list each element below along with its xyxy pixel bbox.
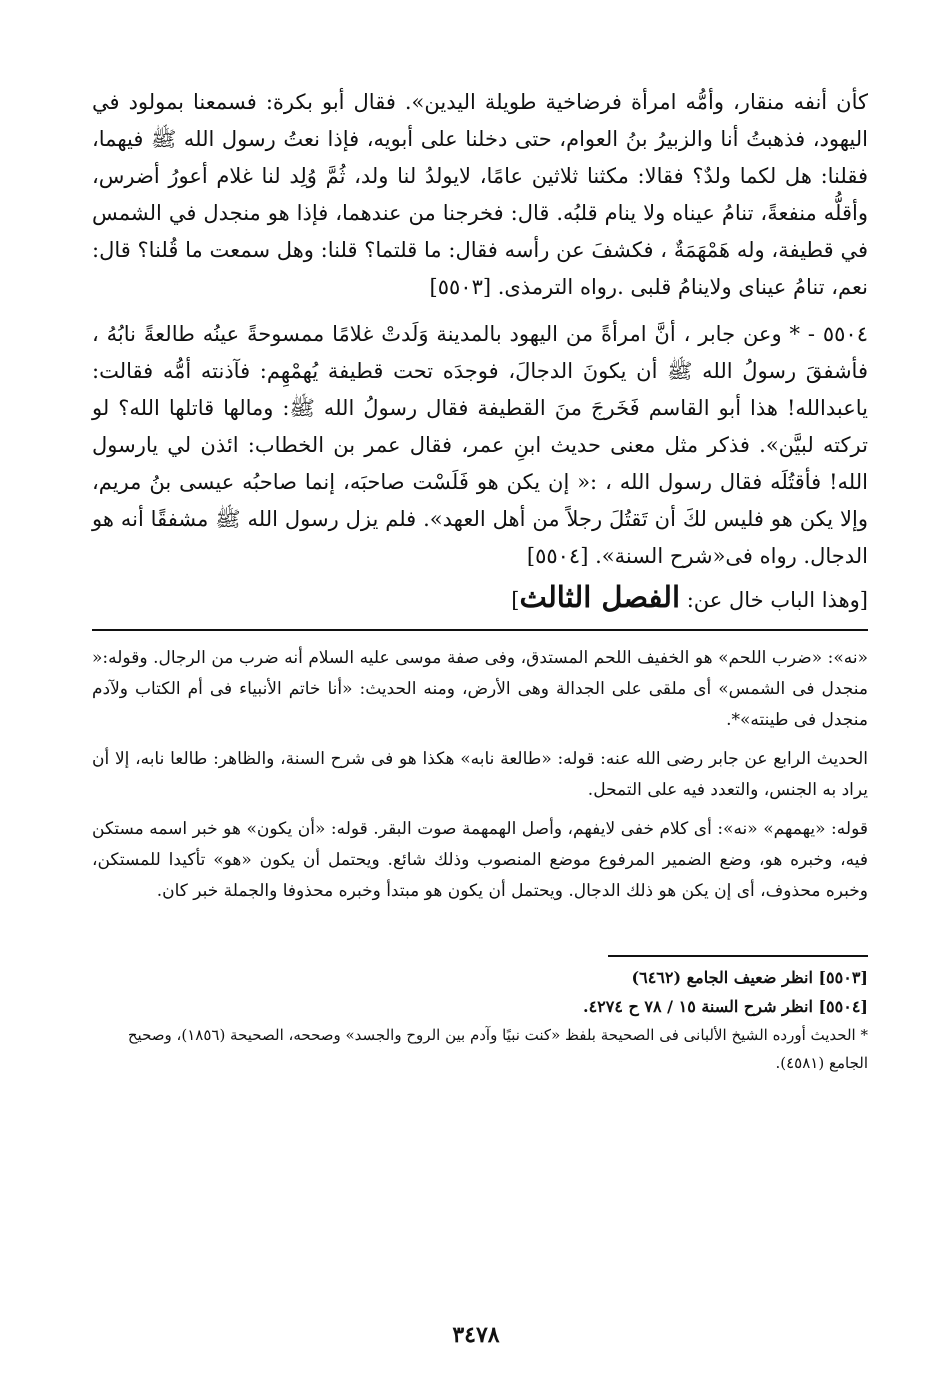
footnote-star: * الحديث أورده الشيخ الألبانى فى الصحيحة بلفظ «كنت نبيًا وآدم بين الروح والجسد» وصححه، الصحيحة (١٨٥٦)، وصحيح الجامع (٤٥٨١). — [127, 1026, 868, 1072]
footnotes — [92, 955, 868, 1077]
section-prefix: [وهذا الباب خال عن: — [686, 588, 868, 612]
commentary-notes — [92, 643, 868, 907]
page-body — [92, 84, 868, 1077]
hadith-5503-paragraph: كأن أنفه منقار، وأمُّه امرأة فرضاخية طويلة اليدين». فقال أبو بكرة: فسمعنا بمولود في اليهود، فذهبتُ أنا والزبيرُ بنُ العوام، حتى دخلنا على أبويه، فإذا نعتُ رسول الله ﷺ فيهما، فقلنا: هل لكما ولدٌ؟ فقالا: مكثنا ثلاثين عامًا، لايولدُ لنا ولد، ثُمَّ وُلِد لنا غلام أعورُ أضرس، وأقلُّه منفعةً، تنامُ عيناه ولا ينام قلبُه. قال: فخرجنا من عندهما، فإذا هو منجدل في الشمس في قطيفة، وله هَمْهَمَةٌ ، فكشفَ عن رأسه فقال: ما قلتما؟ قلنا: وهل سمعت ما قُلنا؟ قال: نعم، تنامُ عيناى ولاينامُ قلبى .رواه الترمذى. [٥٥٠٣] — [92, 90, 868, 299]
footnotes-divider — [608, 955, 868, 957]
note-paragraph: «نه»: «ضرب اللحم» هو الخفيف اللحم المستدق، وفى صفة موسى عليه السلام أنه ضرب من الرجال. وقوله:« منجدل فى الشمس» أى ملقى على الجدالة وهى الأرض، ومنه الحديث: «أنا خاتم الأنبياء فى أم الكتاب ولآدم منجدل فى طينته»*. — [92, 648, 868, 730]
footnote-5503: [٥٥٠٣] انظر ضعيف الجامع (٦٤٦٢) — [631, 968, 868, 987]
section-heading — [92, 579, 868, 619]
page-number: ٣٤٧٨ — [452, 1322, 500, 1348]
main-text — [92, 84, 868, 575]
section-suffix: ] — [511, 588, 520, 612]
footnote-5504: [٥٥٠٤] انظر شرح السنة ١٥ / ٧٨ ح ٤٢٧٤. — [583, 997, 868, 1016]
note-paragraph: قوله: «يهمهم» «نه»: أى كلام خفى لايفهم، وأصل الهمهمة صوت البقر. قوله: «أن يكون» هو خبر اسمه مستكن فيه، وخبره هو، وضع الضمير المرفوع موضع المنصوب وذلك شائع. ويحتمل أن يكون «هو» تأكيدا للمستكن، وخبره محذوف، أى إن يكن هو ذلك الدجال. ويحتمل أن يكون هو مبتدأ وخبره محذوفا والجملة خبر كان. — [92, 819, 868, 901]
hadith-5504-paragraph: ٥٥٠٤ - * وعن جابر ، أنَّ امرأةً من اليهود بالمدينة وَلَدتْ غلامًا ممسوحةً عينُه طالعةً نابُهُ ، فأشفقَ رسولُ الله ﷺ أن يكونَ الدجالَ، فوجدَه تحت قطيفة يُهمْهِم: فآذنته أمُّه فقالت: ياعبدالله! هذا أبو القاسم فَخَرجَ منَ القطيفة فقال رسولُ الله ﷺ: ومالها قاتلها الله؟ لو تركته لبيَّن». فذكر مثل معنى حديث ابنِ عمر، فقال عمر بن الخطاب: ائذن لي يارسول الله! فأقتُلَه فقال رسول الله ، :« إن يكن هو فَلَسْت صاحبَه، إنما صاحبُه عيسى بنُ مريم، وإلا يكن هو فليس لكَ أن تَقتُلَ رجلاً من أهل العهد». فلم يزل رسول الله ﷺ مشفقًا أنه هو الدجال. رواه فى«شرح السنة». [٥٥٠٤] — [92, 322, 868, 568]
notes-divider — [92, 629, 868, 631]
section-title: الفصل الثالث — [519, 580, 681, 614]
note-paragraph: الحديث الرابع عن جابر رضى الله عنه: قوله: «طالعة نابه» هكذا هو فى شرح السنة، والظاهر: طالعا نابه، إلا أن يراد به الجنس، والتعدد فيه على التمحل. — [92, 749, 868, 800]
